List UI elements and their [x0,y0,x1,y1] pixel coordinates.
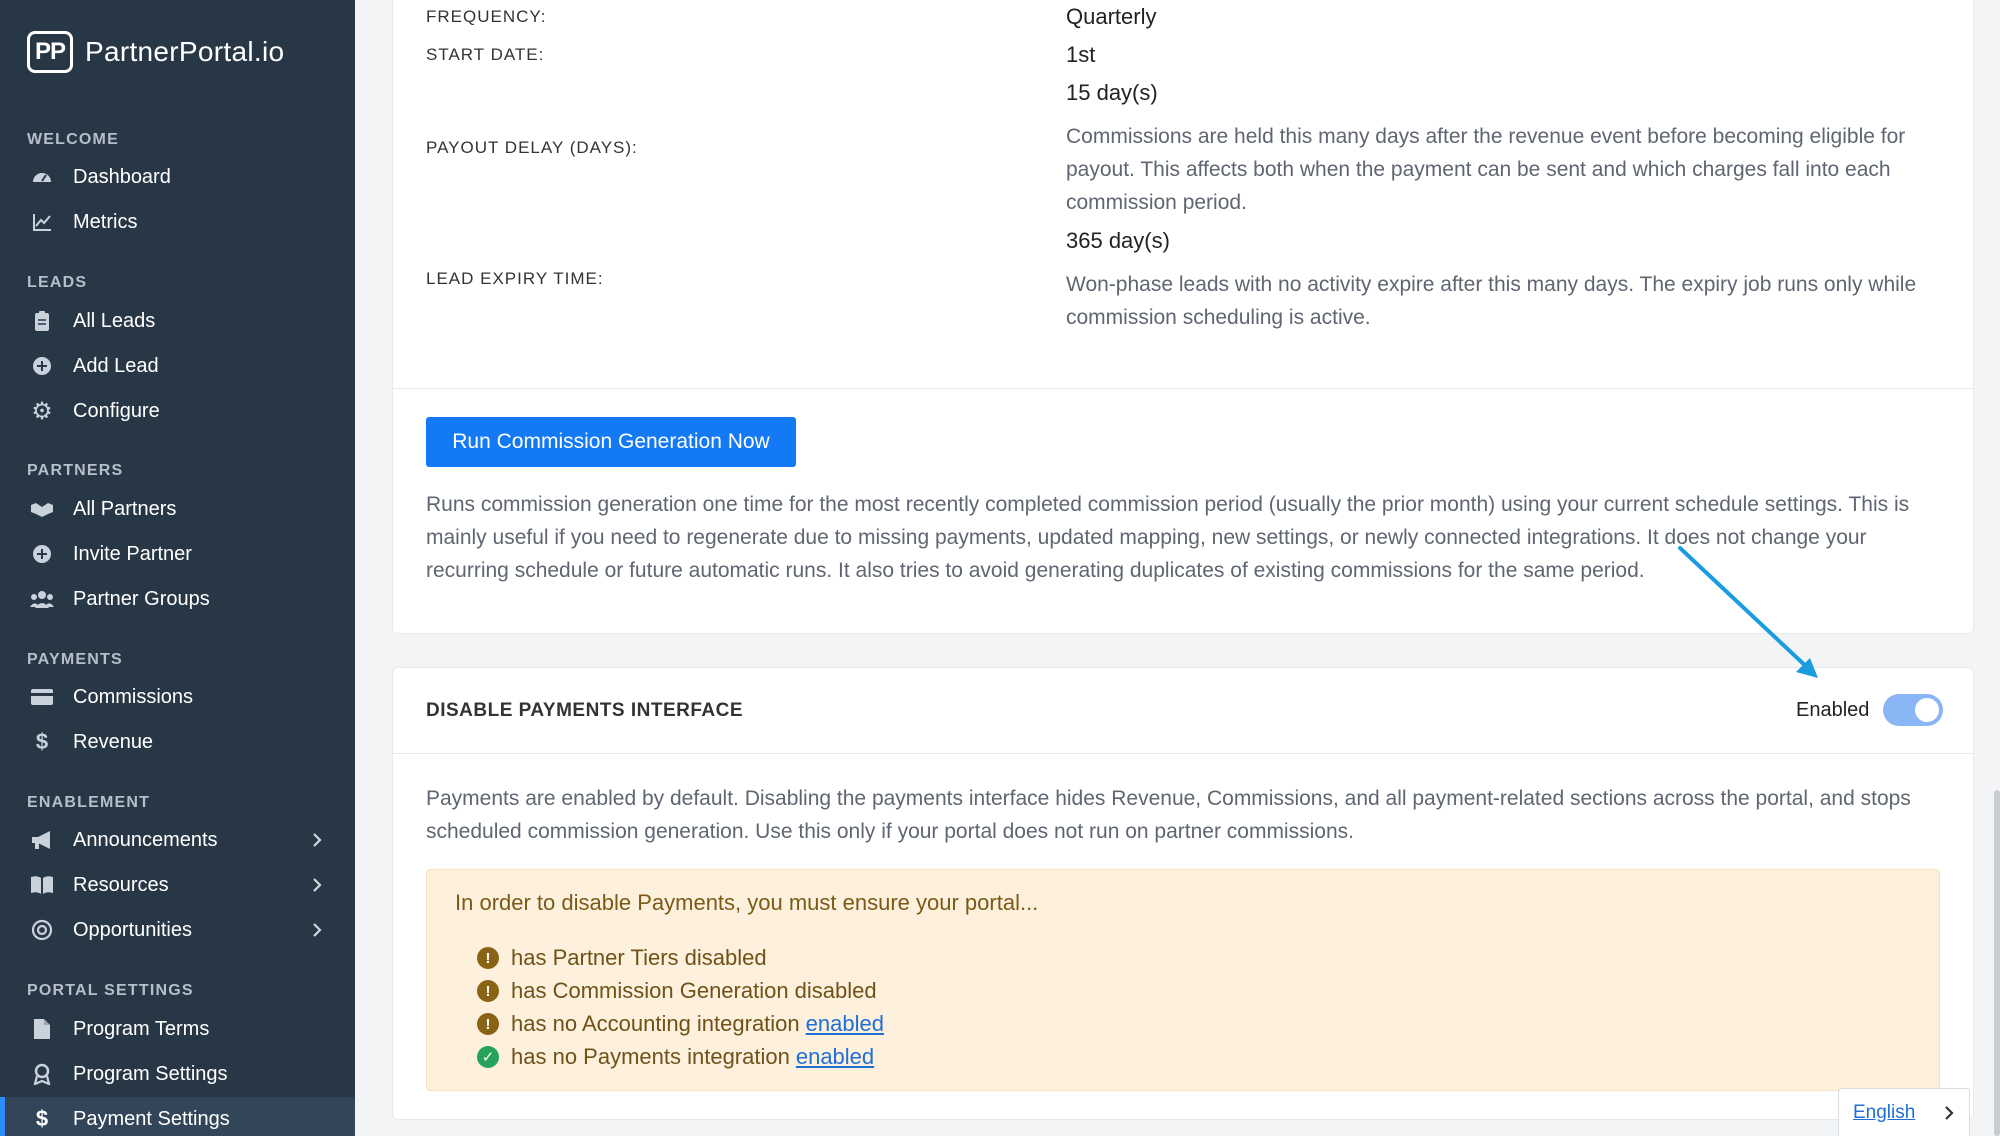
exclamation-circle-icon: ! [477,947,499,969]
sidebar-item-invite-partner[interactable] [0,532,355,576]
handshake-icon [29,496,55,522]
start-date-label: START DATE: [426,45,545,64]
start-date-value: 1st [1066,42,1096,67]
payments-integration-link[interactable]: enabled [795,1044,875,1069]
requirement-text: has Commission Generation disabled [511,978,877,1003]
sidebar-item-label: Payment Settings [73,1107,230,1130]
toggle-knob [1915,698,1939,722]
sidebar-item-dashboard[interactable] [0,155,355,199]
gear-icon: ⚙ [31,397,53,425]
warning-title: In order to disable Payments, you must ensure your portal... [455,890,1039,915]
sidebar-item-payment-settings[interactable] [0,1097,355,1136]
run-commission-description: Runs commission generation one time for the most recently completed commission period (usually the prior month) using your current schedule settings. This is mainly useful if you need to regenerate due to missing payments, updated mapping, new settings, or newly connected integrations. It does not change your recurring schedule or future automatic runs. It also tries to avoid generating duplicates of existing commissions for the same period. [426,493,1910,582]
requirement-item [477,1011,884,1037]
brand-name: PartnerPortal.io [85,36,285,67]
sidebar-item-label: Invite Partner [73,542,192,565]
sidebar-item-revenue[interactable] [0,720,355,764]
requirement-item [477,1044,874,1070]
sidebar-item-program-settings[interactable] [0,1052,355,1096]
run-commission-generation-button[interactable]: Run Commission Generation Now [426,417,796,467]
sidebar-item-label: Revenue [73,730,154,753]
gauge-icon [29,164,55,190]
lead-expiry-label: LEAD EXPIRY TIME: [426,269,604,288]
card-header-divider [393,753,1973,754]
requirement-text: has no Payments integration [511,1044,790,1069]
sidebar-item-label: Opportunities [73,918,192,941]
chevron-right-icon [306,829,328,851]
dollar-icon: $ [35,729,49,754]
brand-logo: PP [27,31,73,73]
plus-circle-icon [29,541,55,567]
sidebar-item-commissions[interactable] [0,675,355,719]
sidebar-item-label: Configure [73,399,160,422]
payout-delay-label: PAYOUT DELAY (DAYS): [426,138,638,157]
sidebar-item-label: Add Lead [73,354,159,377]
section-heading-leads: LEADS [27,274,88,291]
lead-expiry-description: Won-phase leads with no activity expire after this many days. The expiry job runs only while commission scheduling is active. [1066,273,1917,329]
requirement-item [477,945,767,971]
payout-delay-description: Commissions are held this many days after the revenue event before becoming eligible for payout. This affects both when the payment can be sent and which charges fall into each commission period. [1066,125,1906,214]
book-icon [29,872,55,898]
exclamation-circle-icon: ! [477,980,499,1002]
plus-circle-icon [29,353,55,379]
frequency-value: Quarterly [1066,4,1157,29]
sidebar-item-label: Metrics [73,210,138,233]
sidebar-item-label: All Partners [73,497,177,520]
chart-line-icon [29,209,55,235]
requirement-text: has no Accounting integration [511,1011,800,1036]
sidebar [0,0,355,1136]
lead-expiry-value: 365 day(s) [1066,228,1170,253]
sidebar-item-announcements[interactable] [0,818,355,862]
requirement-text: has Partner Tiers disabled [511,945,767,970]
requirement-item [477,978,877,1004]
chevron-right-icon [1943,1104,1955,1122]
disable-payments-description: Payments are enabled by default. Disabling the payments interface hides Revenue, Commissions, and all payment-related sections across the portal, and stops scheduled commission generation. Use this only if your portal does not run on partner commissions. [426,787,1911,843]
section-heading-enablement: ENABLEMENT [27,794,151,811]
section-heading-welcome: WELCOME [27,131,119,148]
sidebar-item-metrics[interactable] [0,200,355,244]
megaphone-icon [29,827,55,853]
annotation-arrow [1670,540,1830,690]
target-icon [29,917,55,943]
sidebar-item-label: Partner Groups [73,587,210,610]
language-selector[interactable] [1838,1088,1970,1136]
payments-toggle-switch[interactable] [1883,694,1943,726]
sidebar-item-add-lead[interactable] [0,344,355,388]
file-icon [29,1016,55,1042]
brand[interactable] [27,31,284,73]
sidebar-item-label: All Leads [73,309,156,332]
sidebar-item-partner-groups[interactable] [0,577,355,621]
chevron-right-icon [306,919,328,941]
sidebar-item-configure[interactable] [0,389,355,433]
dollar-icon: $ [35,1106,49,1131]
requirements-warning-box [426,869,1940,1091]
sidebar-item-label: Program Terms [73,1017,210,1040]
sidebar-item-opportunities[interactable] [0,908,355,952]
chevron-right-icon [306,874,328,896]
sidebar-item-all-partners[interactable] [0,487,355,531]
exclamation-circle-icon: ! [477,1013,499,1035]
check-circle-icon: ✓ [477,1046,499,1068]
users-icon [29,586,55,612]
sidebar-item-label: Resources [73,873,169,896]
sidebar-item-label: Program Settings [73,1062,228,1085]
section-heading-partners: PARTNERS [27,462,124,479]
sidebar-item-all-leads[interactable] [0,299,355,343]
sidebar-item-resources[interactable] [0,863,355,907]
payments-toggle-group [1796,694,1943,726]
sidebar-item-label: Dashboard [73,165,171,188]
award-icon [29,1061,55,1087]
section-heading-payments: PAYMENTS [27,651,123,668]
section-divider [393,388,1973,389]
credit-card-icon [29,684,55,710]
scrollbar[interactable] [1994,790,2000,1136]
frequency-label: FREQUENCY: [426,7,547,26]
sidebar-item-program-terms[interactable] [0,1007,355,1051]
sidebar-item-label: Commissions [73,685,194,708]
disable-payments-title: DISABLE PAYMENTS INTERFACE [426,700,744,721]
language-label: English [1853,1101,1916,1123]
payout-delay-value: 15 day(s) [1066,80,1158,105]
sidebar-item-label: Announcements [73,828,218,851]
clipboard-icon [29,308,55,334]
accounting-integration-link[interactable]: enabled [805,1011,884,1036]
toggle-label: Enabled [1796,698,1870,721]
section-heading-portal-settings: PORTAL SETTINGS [27,982,194,999]
